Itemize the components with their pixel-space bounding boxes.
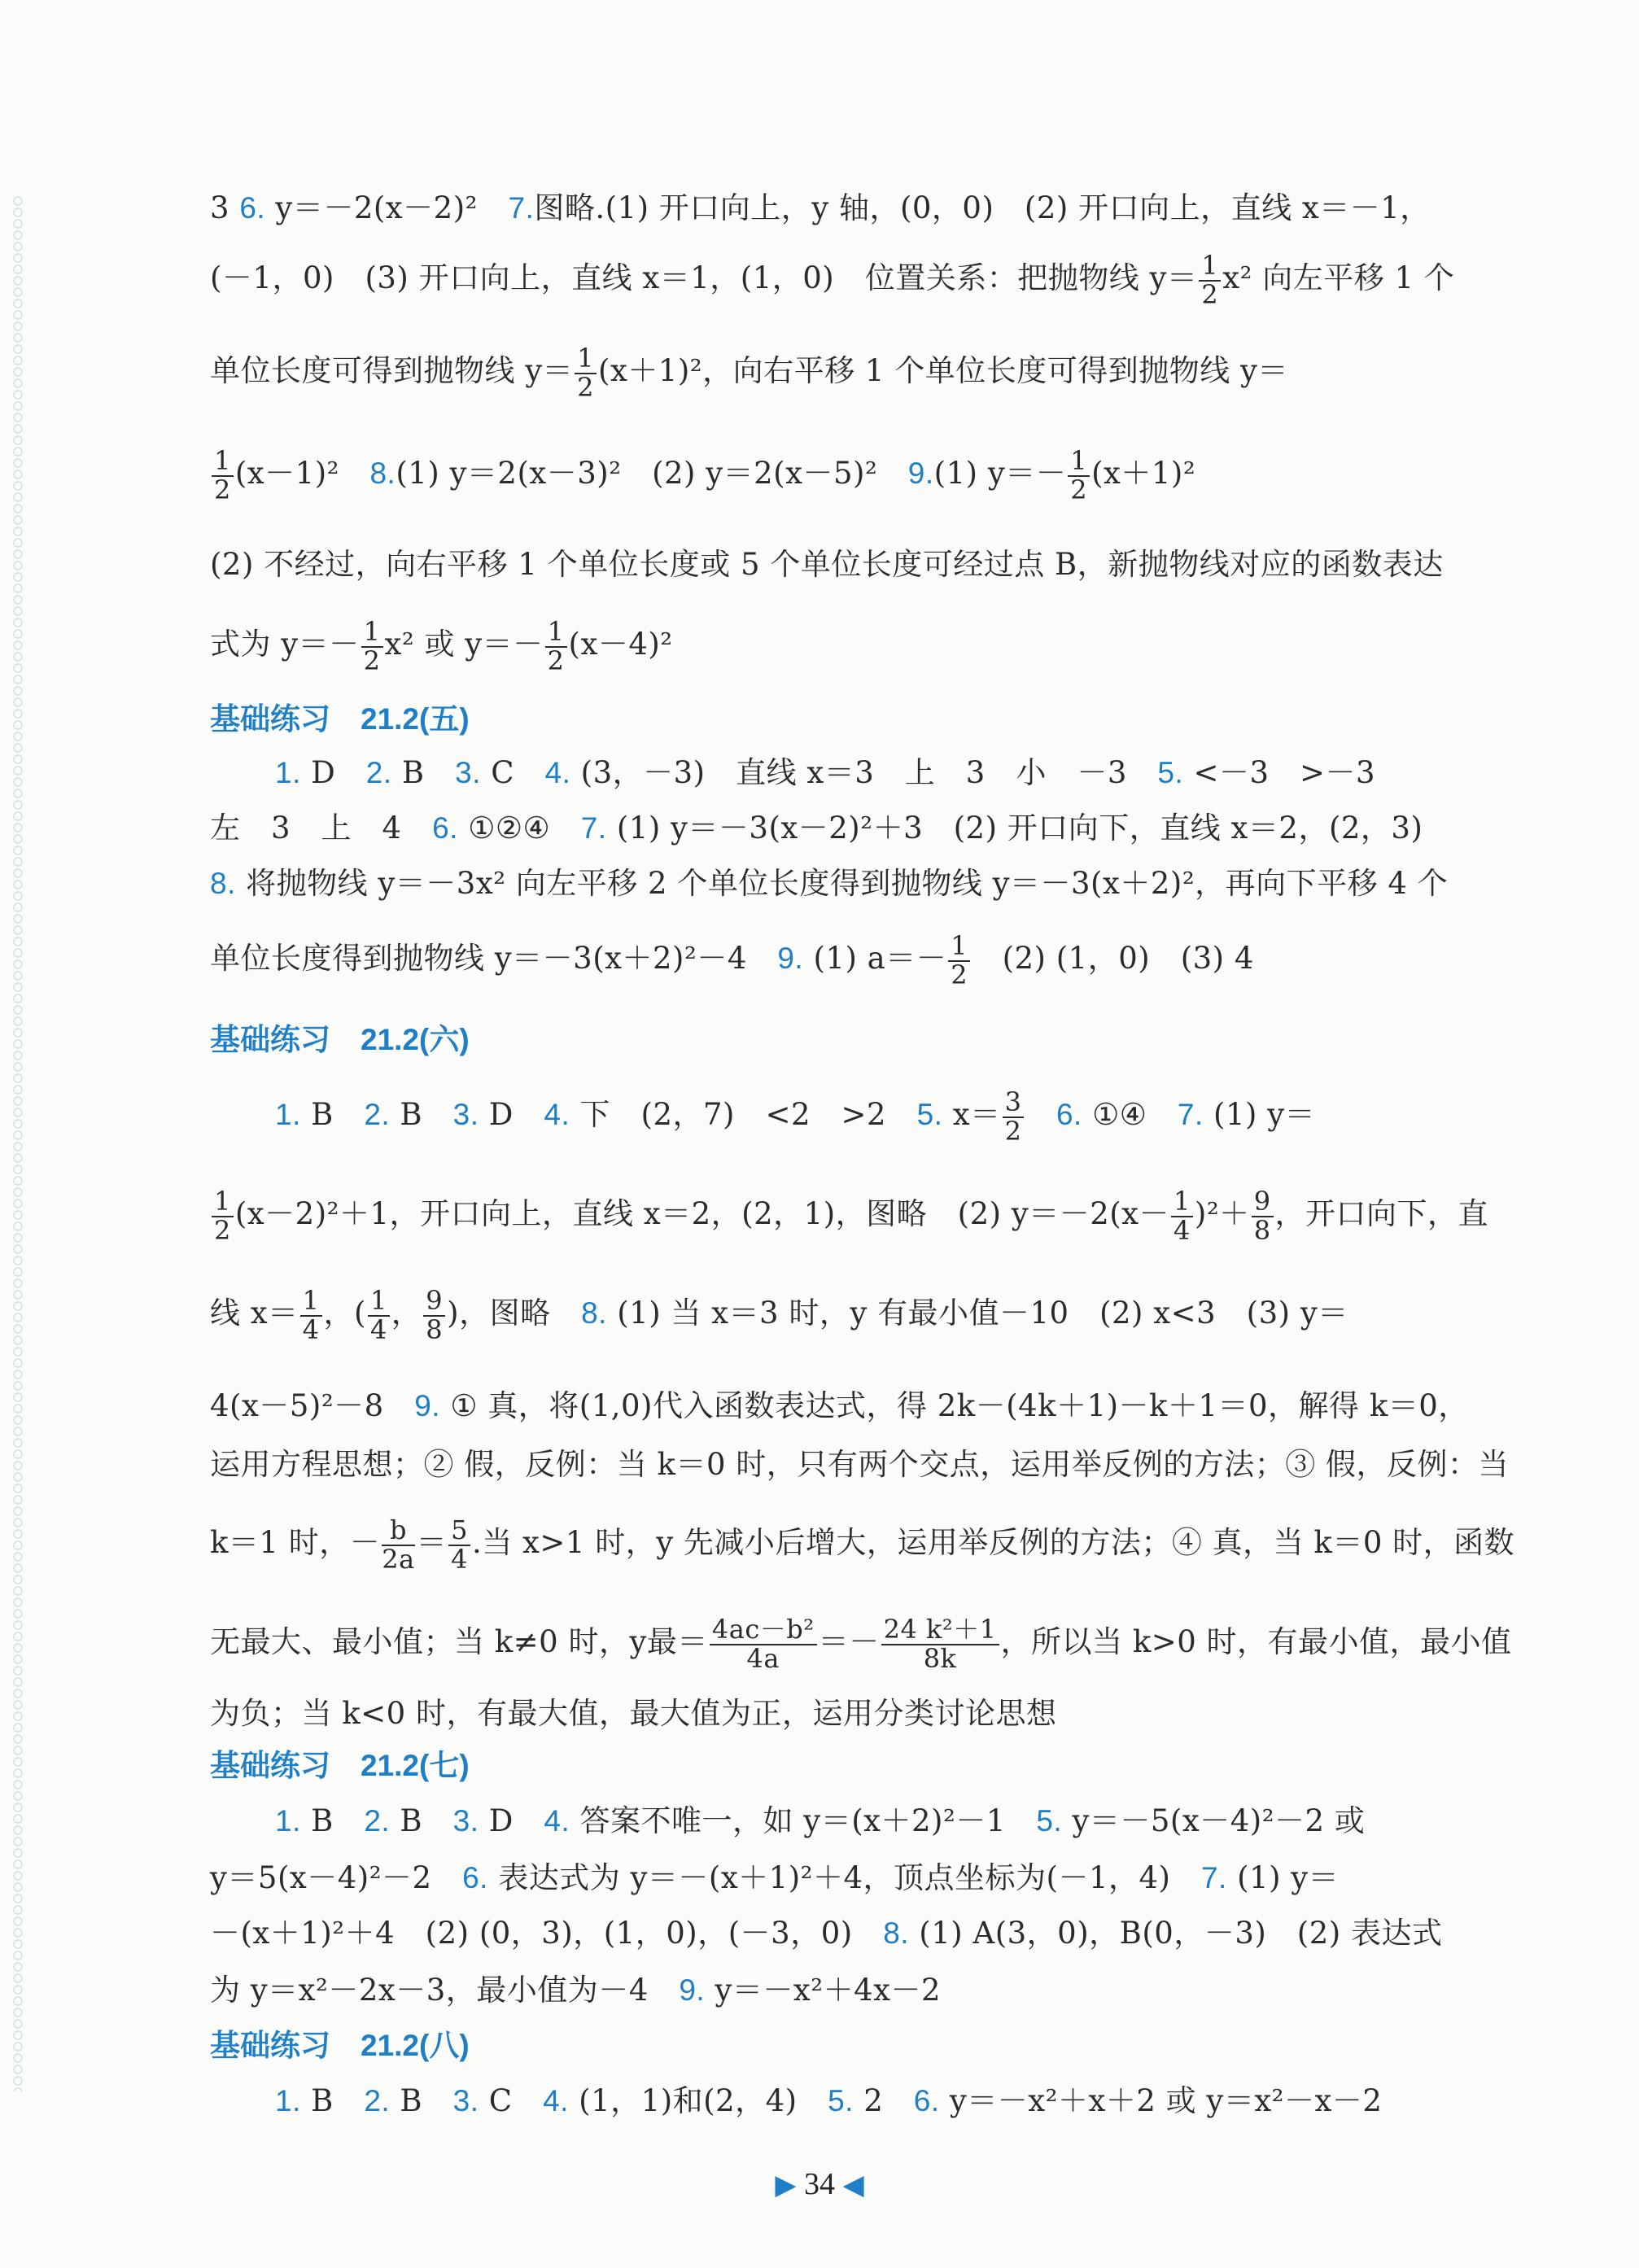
question-number: 6. (913, 2084, 940, 2117)
page-footer (0, 2166, 1639, 2202)
answer-text: ，( (323, 1296, 366, 1331)
answer-text: (x＋1)²，向右平移 1 个单位长度可得到抛物线 y＝ (598, 353, 1288, 389)
denominator: 4 (369, 1313, 387, 1345)
question-number: 1. (275, 756, 301, 789)
denominator: 2a (382, 1543, 415, 1575)
text-line (210, 186, 1504, 231)
question-number: 4. (543, 2084, 569, 2117)
denominator: 2 (1070, 474, 1088, 505)
answer-text: (1) y＝ (1203, 1097, 1316, 1133)
answer-text: x² 向左平移 1 个 (1222, 260, 1455, 296)
page-number: 34 (804, 2167, 835, 2201)
answer-text: 单位长度可得到抛物线 y＝ (210, 353, 574, 389)
question-number: 6. (1056, 1098, 1082, 1132)
question-number: 7. (508, 191, 535, 225)
answer-text: 2 (853, 2083, 914, 2118)
answer-text: B (300, 1097, 365, 1133)
fraction (423, 1287, 445, 1344)
question-number: 5. (828, 2084, 854, 2117)
answer-text: y＝－x²＋x＋2 或 y＝x²－x－2 (939, 2083, 1383, 2118)
question-number: 4. (544, 1804, 570, 1838)
answer-text: ①④ (1082, 1097, 1178, 1133)
section-heading: 基础练习 21.2(六) (210, 1023, 470, 1056)
section-heading: 基础练习 21.2(七) (210, 1749, 470, 1782)
answer-text: (1) y＝ (1226, 1860, 1340, 1895)
answer-text: (－1，0) (3) 开口向上，直线 x＝1，(1，0) 位置关系：把抛物线 y＝ (210, 260, 1198, 296)
question-number: 4. (544, 1098, 570, 1132)
section-heading: 基础练习 21.2(五) (210, 702, 470, 736)
answer-text: k＝1 时，－ (210, 1525, 381, 1561)
text-line (210, 445, 1504, 505)
question-number: 7. (1177, 1098, 1204, 1132)
denominator: 4a (746, 1642, 780, 1674)
answer-text: C (479, 2083, 544, 2118)
denominator: 2 (1004, 1115, 1022, 1147)
numerator: 9 (423, 1287, 445, 1317)
binding-edge (10, 195, 26, 2091)
question-number: 6. (239, 191, 266, 225)
denominator: 4 (302, 1313, 320, 1345)
text-line (210, 806, 1504, 851)
numerator: 1 (1068, 448, 1090, 477)
answer-text: B (300, 2083, 365, 2118)
answer-text: ＝－ (818, 1624, 880, 1660)
answer-text: (x＋1)² (1091, 456, 1196, 492)
answer-text: B (390, 1097, 453, 1133)
numerator: 9 (1252, 1188, 1274, 1217)
question-number: 7. (580, 811, 607, 845)
question-number: 3. (452, 1098, 479, 1132)
fraction (212, 445, 234, 505)
answer-text: y＝－2(x－2)² (265, 190, 509, 225)
fraction (545, 618, 567, 675)
text-line (210, 1188, 1504, 1244)
answer-text: B (391, 755, 456, 790)
text-line (210, 861, 1504, 907)
answer-text: 式为 y＝－ (210, 627, 360, 662)
answer-text: D (479, 1097, 544, 1133)
answer-text: 表达式为 y＝－(x＋1)²＋4，顶点坐标为(－1，4) (487, 1860, 1201, 1895)
fraction (1068, 445, 1090, 505)
answer-text: B (300, 1803, 365, 1838)
answer-text: D (300, 755, 366, 790)
answer-text: 左 3 上 4 (210, 811, 433, 846)
fraction (575, 345, 597, 401)
answer-text: y＝－5(x－4)²－2 或 (1062, 1803, 1366, 1838)
denominator: 2 (214, 474, 231, 505)
text-line (210, 1442, 1510, 1488)
answer-text: .当 x>1 时，y 先减小后增大，运用举反例的方法；④ 真，当 k＝0 时，函数 (472, 1525, 1515, 1561)
answer-text: (2) 不经过，向右平移 1 个单位长度或 5 个单位长度可经过点 B，新抛物线对应的函数表达 (210, 547, 1444, 582)
denominator: 8 (1253, 1214, 1271, 1246)
fraction (710, 1616, 817, 1672)
fraction (1003, 1086, 1025, 1147)
answer-text: (1) y＝－ (933, 456, 1067, 492)
numerator: 24 k²＋1 (881, 1616, 999, 1645)
denominator: 2 (1201, 278, 1219, 310)
text-line (210, 750, 1569, 796)
numerator: 1 (545, 618, 567, 648)
text-line (210, 345, 1504, 401)
question-number: 3. (452, 2084, 479, 2117)
answer-text: 下 (2，7) <2 >2 (570, 1097, 917, 1133)
question-number: 2. (364, 1098, 391, 1132)
answer-text: (2) (1，0) (3) 4 (972, 941, 1254, 977)
question-number: 5. (1157, 756, 1184, 789)
text-line (210, 1514, 1515, 1575)
denominator: 8k (923, 1642, 957, 1674)
numerator: 5 (448, 1517, 470, 1546)
numerator: 3 (1003, 1089, 1025, 1118)
numerator: 1 (368, 1287, 390, 1317)
question-number: 9. (777, 942, 804, 976)
denominator: 2 (363, 645, 381, 676)
answer-text: y＝5(x－4)²－2 (210, 1860, 463, 1895)
fraction (212, 1188, 234, 1244)
answer-text: (1) A(3，0)，B(0，－3) (2) 表达式 (909, 1916, 1443, 1951)
fraction (948, 930, 970, 990)
answer-text: 答案不唯一，如 y＝(x＋2)²－1 (570, 1803, 1037, 1838)
answer-text: <－3 >－3 (1183, 755, 1376, 790)
question-number: 3. (452, 1804, 479, 1838)
numerator: 1 (300, 1287, 322, 1317)
text-line (210, 1968, 1504, 2013)
answer-text: 为 y＝x²－2x－3，最小值为－4 (210, 1973, 680, 2008)
answer-text: D (479, 1803, 544, 1838)
denominator: 2 (951, 959, 968, 990)
section-heading: 基础练习 21.2(八) (210, 2029, 470, 2062)
answer-text: x² 或 y＝－ (384, 627, 544, 662)
denominator: 8 (426, 1313, 444, 1345)
answer-text: (1) a＝－ (803, 941, 947, 977)
question-number: 6. (432, 811, 458, 845)
denominator: 2 (214, 1214, 231, 1246)
text-line (210, 618, 1504, 675)
answer-text: )，图略 (447, 1296, 582, 1331)
answer-text: ＝ (416, 1525, 448, 1561)
answer-text: 运用方程思想；② 假，反例：当 k＝0 时，只有两个交点，运用举反例的方法；③ 假，反例：当 (210, 1447, 1510, 1482)
answer-text: (3，－3) 直线 x＝3 上 3 小 －3 (570, 755, 1158, 790)
answer-text: (1) y＝－3(x－2)²＋3 (2) 开口向下，直线 x＝2，(2，3) (606, 811, 1423, 846)
question-number: 9. (414, 1389, 441, 1422)
question-number: 8. (369, 457, 396, 491)
text-line (210, 1798, 1569, 1844)
answer-text: 将抛物线 y＝－3x² 向左平移 2 个单位长度得到抛物线 y＝－3(x＋2)²，再向下平移 4 个 (235, 866, 1449, 901)
fraction (368, 1287, 390, 1344)
answer-text: ，所以当 k>0 时，有最小值，最小值 (1000, 1624, 1512, 1660)
answer-text: B (390, 1803, 453, 1838)
answer-text: 无最大、最小值；当 k≠0 时，y最＝ (210, 1624, 708, 1660)
question-number: 1. (275, 2084, 301, 2117)
question-number: 9. (679, 1973, 706, 2007)
answer-text: 4(x－5)²－8 (210, 1388, 415, 1423)
question-number: 1. (275, 1098, 301, 1132)
question-number: 8. (581, 1296, 607, 1331)
text-line (210, 1287, 1504, 1344)
answer-text: C (480, 755, 545, 790)
numerator: 1 (361, 618, 383, 648)
numerator: 1 (575, 345, 597, 374)
answer-text: 线 x＝ (210, 1296, 299, 1331)
answer-text: 3 (210, 190, 230, 225)
question-number: 8. (883, 1916, 910, 1950)
numerator: 1 (1171, 1188, 1193, 1217)
numerator: b (382, 1517, 414, 1546)
answer-text: )²＋ (1194, 1196, 1250, 1232)
answer-text: (1) y＝2(x－3)² (2) y＝2(x－5)² (396, 456, 908, 492)
text-line (210, 930, 1504, 990)
answer-text: (x－2)²＋1，开口向上，直线 x＝2，(2，1)，图略 (2) y＝－2(x－ (234, 1196, 1170, 1232)
answer-text: B (390, 2083, 453, 2118)
numerator: 4ac－b² (710, 1616, 817, 1645)
fraction (1171, 1188, 1193, 1244)
right-arrow-icon: ▶ (775, 2169, 797, 2201)
answer-text: (x－4)² (568, 627, 673, 662)
question-number: 2. (365, 756, 392, 789)
text-line (210, 252, 1504, 308)
answer-text: (x－1)² (234, 456, 370, 492)
denominator: 2 (577, 371, 595, 403)
answer-text: ①②④ (457, 811, 581, 846)
denominator: 4 (1174, 1214, 1191, 1246)
answer-text: ， (391, 1296, 422, 1331)
question-number: 5. (1036, 1804, 1063, 1838)
numerator: 1 (1199, 252, 1221, 282)
text-line (210, 2078, 1569, 2124)
question-number: 6. (462, 1861, 488, 1894)
fraction (1199, 252, 1221, 308)
answer-text: y＝－x²＋4x－2 (705, 1973, 942, 2008)
answer-text: ① 真，将(1,0)代入函数表达式，得 2k－(4k＋1)－k＋1＝0，解得 k＝0， (440, 1388, 1469, 1423)
fraction (448, 1514, 470, 1575)
question-number: 2. (364, 1804, 391, 1838)
numerator: 1 (948, 933, 970, 962)
text-line (210, 542, 1504, 588)
question-number: 1. (275, 1804, 301, 1838)
answer-text: (1，1)和(2，4) (568, 2083, 828, 2118)
text-line (210, 1383, 1504, 1429)
text-line (210, 1086, 1569, 1147)
question-number: 5. (916, 1098, 943, 1132)
denominator: 4 (451, 1543, 469, 1575)
fraction (361, 618, 383, 675)
fraction (1252, 1188, 1274, 1244)
answer-text: 单位长度得到抛物线 y＝－3(x＋2)²－4 (210, 941, 778, 977)
fraction (300, 1287, 322, 1344)
answer-text: 图略.(1) 开口向上，y 轴，(0，0) (2) 开口向上，直线 x＝－1， (534, 190, 1431, 225)
text-line (210, 1911, 1504, 1956)
question-number: 4. (544, 756, 571, 789)
fraction (881, 1616, 999, 1672)
question-number: 9. (907, 457, 934, 491)
answer-text: ，开口向下，直 (1274, 1196, 1489, 1232)
answer-text: －(x＋1)²＋4 (2) (0，3)，(1，0)，(－3，0) (210, 1916, 884, 1951)
answer-text: x＝ (942, 1097, 1001, 1133)
answer-text: (1) 当 x＝3 时，y 有最小值－10 (2) x<3 (3) y＝ (606, 1296, 1348, 1331)
answer-text: 为负；当 k<0 时，有最大值，最大值为正，运用分类讨论思想 (210, 1696, 1057, 1731)
fraction (382, 1514, 415, 1575)
question-number: 8. (210, 867, 236, 900)
denominator: 2 (547, 645, 565, 676)
left-arrow-icon: ◀ (842, 2169, 864, 2201)
text-line (210, 1855, 1504, 1901)
question-number: 7. (1200, 1861, 1227, 1894)
text-line (210, 1614, 1512, 1674)
numerator: 1 (212, 1188, 234, 1217)
question-number: 3. (455, 756, 481, 789)
question-number: 2. (364, 2084, 391, 2117)
numerator: 1 (212, 448, 234, 477)
text-line (210, 1691, 1504, 1737)
